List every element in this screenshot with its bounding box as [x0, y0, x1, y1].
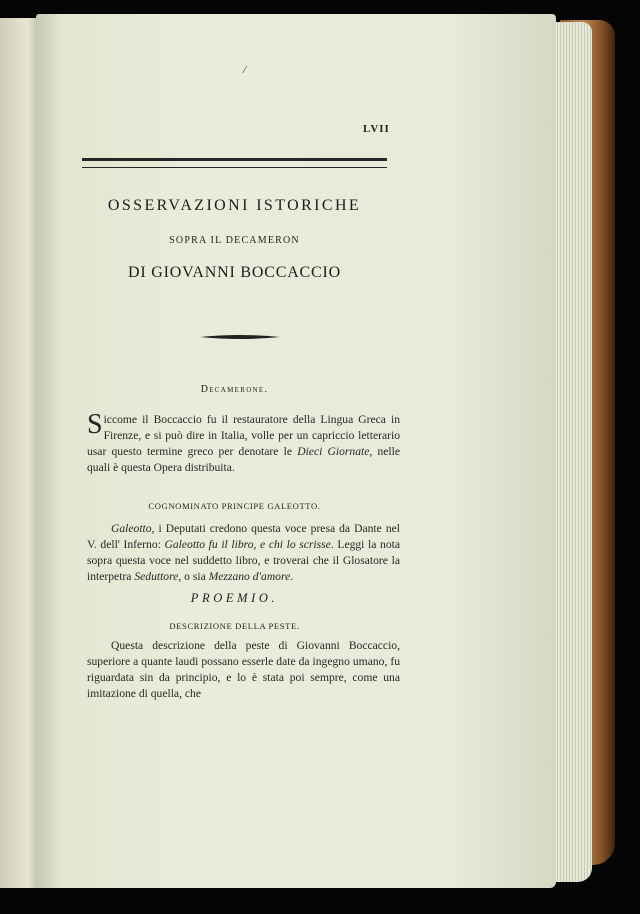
- header-rule: [82, 158, 387, 168]
- left-page-edge: [0, 18, 40, 888]
- title-main: OSSERVAZIONI ISTORICHE: [107, 197, 362, 214]
- section-heading-decamerone: Decamerone.: [200, 384, 269, 395]
- page-number: LVII: [363, 123, 390, 135]
- section-heading-cognominato: COGNOMINATO PRINCIPE GALEOTTO.: [148, 501, 321, 511]
- drop-cap: S: [87, 409, 103, 440]
- italic-text: Galeotto: [111, 522, 152, 535]
- section-heading-descrizione: DESCRIZIONE DELLA PESTE.: [169, 621, 300, 631]
- italic-text: Dieci Giornate: [297, 445, 370, 458]
- paragraph-text: , i Deputati credono questa voce presa da Dante nel V. dell' Inferno:: [87, 522, 400, 551]
- section-heading-proemio: PROEMIO.: [190, 591, 279, 605]
- paragraph-galeotto: [87, 521, 400, 585]
- title-sub: SOPRA IL DECAMERON: [169, 235, 300, 246]
- page-mark: /: [243, 64, 247, 76]
- ornament-rule: [200, 334, 280, 340]
- paragraph-text: iccome il Boccaccio fu il restauratore della Lingua Greca in Firenze, e si può dire in Italia, volle per un capriccio letterario usar questo termine greco per denotare le: [87, 413, 400, 458]
- paragraph-text: , o sia: [178, 570, 209, 583]
- paragraph-text: , nelle quali è questa Opera distribuita.: [87, 445, 400, 474]
- paragraph-decamerone: [87, 409, 400, 476]
- italic-text: Seduttore: [134, 570, 179, 583]
- italic-text: Galeotto fu il libro, e chi lo scrisse: [164, 538, 331, 551]
- title-author: DI GIOVANNI BOCCACCIO: [128, 264, 341, 281]
- paragraph-text: Questa descrizione della peste di Giovanni Boccaccio, superiore a quante laudi possano esserle date da ingegno umano, fu riguardata sin da principio, e lo è stata poi sempre, come una imitazione di quella, che: [87, 639, 400, 700]
- paragraph-text: .: [290, 570, 294, 583]
- paragraph-peste: [87, 638, 400, 702]
- italic-text: Mezzano d'amore: [208, 570, 291, 583]
- paragraph-text: . Leggi la nota sopra questa voce nel suddetto libro, e troverai che il Glosatore la interpetra: [87, 538, 400, 583]
